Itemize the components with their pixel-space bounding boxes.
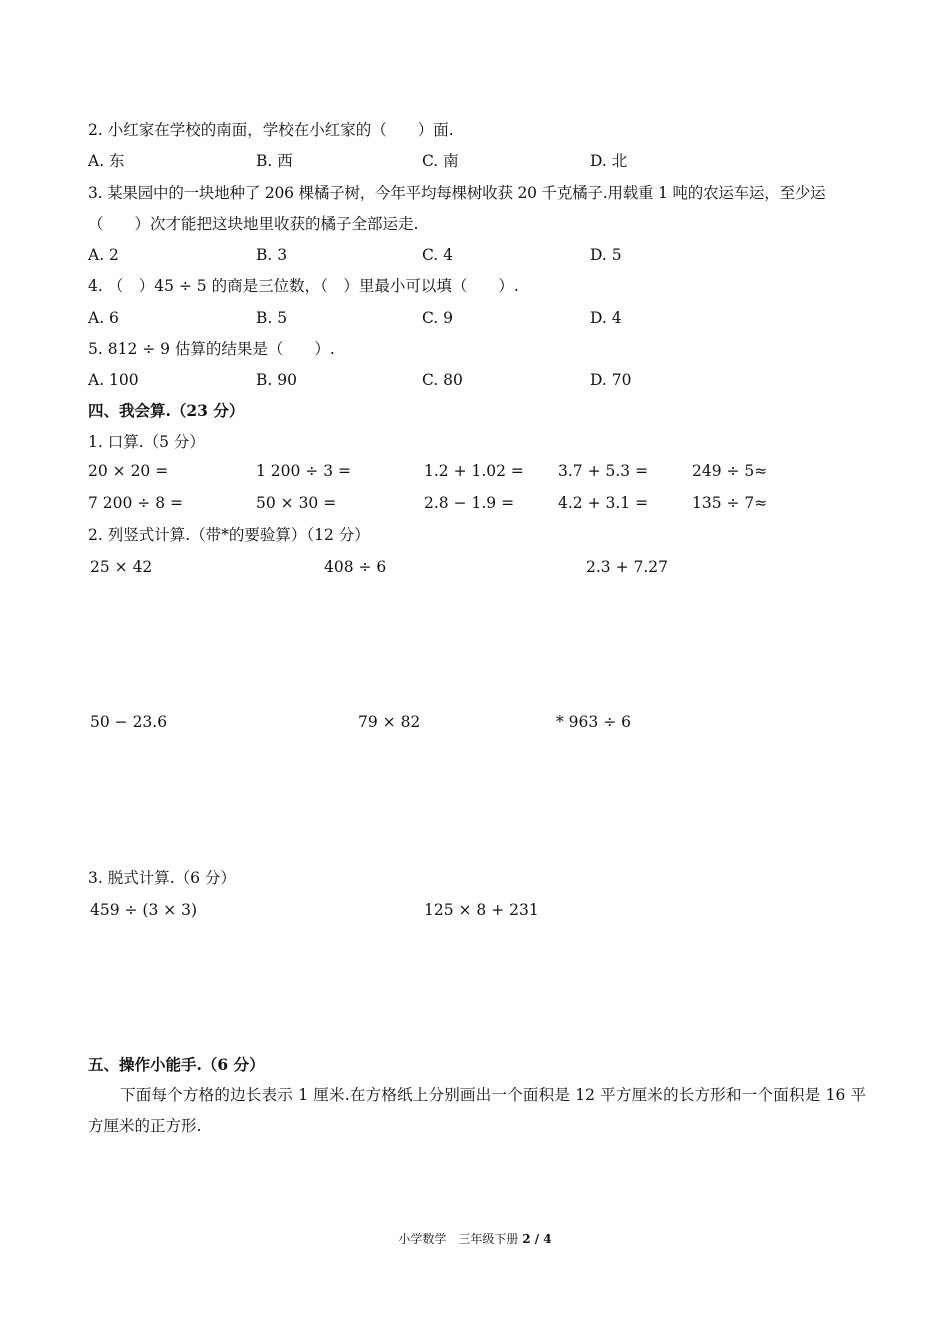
q3-option-a: A. 2 <box>88 246 119 264</box>
q3-stem-line1: 3. 某果园中的一块地种了 206 棵橘子树，今年平均每棵树收获 20 千克橘子.用载重 1 吨的农运车运，至少运 <box>88 184 826 202</box>
q5-option-b: B. 90 <box>256 371 297 389</box>
oral-item: 135 ÷ 7≈ <box>692 494 768 512</box>
q4-option-a: A. 6 <box>88 309 119 327</box>
q5-stem: 5. 812 ÷ 9 估算的结果是（ ）. <box>88 340 335 358</box>
q3-stem-line2: （ ）次才能把这块地里收获的橘子全部运走. <box>88 215 419 233</box>
q3-option-b: B. 3 <box>256 246 288 264</box>
q4-stem: 4. （ ）45 ÷ 5 的商是三位数，（ ）里最小可以填（ ）. <box>88 277 519 295</box>
q4-option-b: B. 5 <box>256 309 288 327</box>
vertical-item: 25 × 42 <box>90 558 153 576</box>
vertical-item: 408 ÷ 6 <box>324 558 387 576</box>
stepwise-item: 459 ÷ (3 × 3) <box>90 901 198 919</box>
page-footer <box>0 1230 950 1247</box>
vertical-calc-title: 2. 列竖式计算.（带*的要验算）（12 分） <box>88 526 370 544</box>
section5-title: 五、操作小能手.（6 分） <box>88 1055 265 1074</box>
q2-option-d: D. 北 <box>590 152 628 170</box>
q2-option-c: C. 南 <box>422 152 459 170</box>
oral-calc-title: 1. 口算.（5 分） <box>88 433 205 451</box>
vertical-item: 2.3 + 7.27 <box>586 558 669 576</box>
vertical-item: * 963 ÷ 6 <box>556 713 631 731</box>
oral-item: 1.2 + 1.02 = <box>424 462 524 480</box>
oral-item: 50 × 30 = <box>256 494 337 512</box>
oral-item: 7 200 ÷ 8 = <box>88 494 183 512</box>
q5-option-d: D. 70 <box>590 371 632 389</box>
oral-item: 249 ÷ 5≈ <box>692 462 768 480</box>
oral-item: 4.2 + 3.1 = <box>558 494 649 512</box>
oral-item: 2.8 − 1.9 = <box>424 494 515 512</box>
q2-stem: 2. 小红家在学校的南面，学校在小红家的（ ）面. <box>88 121 454 139</box>
q2-option-a: A. 东 <box>88 152 125 170</box>
q2-option-b: B. 西 <box>256 152 293 170</box>
section4-title: 四、我会算.（23 分） <box>88 401 245 420</box>
q5-option-a: A. 100 <box>88 371 139 389</box>
page-number: 2 / 4 <box>522 1232 552 1246</box>
section5-text: 下面每个方格的边长表示 1 厘米.在方格纸上分别画出一个面积是 12 平方厘米的长方形和一个面积是 16 平方厘米的正方形. <box>88 1086 866 1135</box>
q3-option-d: D. 5 <box>590 246 622 264</box>
q5-option-c: C. 80 <box>422 371 463 389</box>
stepwise-item: 125 × 8 + 231 <box>424 901 539 919</box>
q3-option-c: C. 4 <box>422 246 454 264</box>
q4-option-c: C. 9 <box>422 309 454 327</box>
q4-option-d: D. 4 <box>590 309 622 327</box>
stepwise-calc-title: 3. 脱式计算.（6 分） <box>88 869 236 887</box>
oral-item: 3.7 + 5.3 = <box>558 462 649 480</box>
oral-item: 1 200 ÷ 3 = <box>256 462 351 480</box>
footer-label: 小学数学 三年级下册 <box>398 1232 519 1246</box>
oral-item: 20 × 20 = <box>88 462 169 480</box>
vertical-item: 79 × 82 <box>358 713 421 731</box>
vertical-item: 50 − 23.6 <box>90 713 168 731</box>
